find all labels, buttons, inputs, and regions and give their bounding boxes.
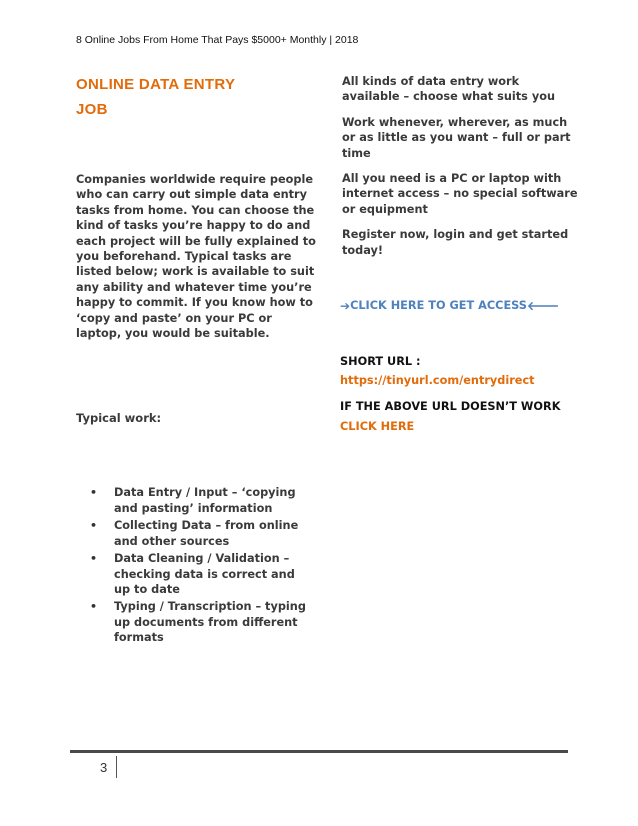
benefit-item: Work whenever, wherever, as much or as little as you want – full or part time: [342, 115, 571, 160]
task-text: Data Cleaning / Validation – checking data is correct and up to date: [114, 552, 295, 596]
task-text: Typing / Transcription – typing up documents from different formats: [114, 600, 306, 645]
bullet-icon: •: [90, 486, 98, 500]
benefit-item: All kinds of data entry work available – choose what suits you: [342, 75, 555, 104]
page-number: 3: [100, 760, 108, 775]
bullet-icon: •: [90, 600, 98, 614]
heading-line-1: ONLINE DATA ENTRY: [76, 76, 236, 93]
short-url-link[interactable]: https://tinyurl.com/entrydirect: [340, 374, 535, 388]
get-access-link[interactable]: [340, 298, 580, 313]
bullet-icon: •: [90, 552, 98, 566]
page-number-separator: [116, 756, 117, 778]
benefit-item: All you need is a PC or laptop with internet access – no special software or equipment: [342, 172, 578, 216]
benefit-item: Register now, login and get started today!: [342, 228, 569, 257]
bullet-icon: •: [90, 519, 98, 533]
intro-paragraph: Companies worldwide require people who can carry out simple data entry tasks from home. You can choose the kind of tasks you’re happy to do and each project will be fully explained to you beforehand. Typical tasks are listed below; work is available to suit any ability and whatever time you’re happy to commit. If you know how to ‘copy and paste’ on your PC or laptop, you would be suitable.: [76, 173, 316, 341]
get-access-label: CLICK HERE TO GET ACCESS: [350, 299, 527, 313]
footer-divider: [70, 750, 568, 753]
task-text: Collecting Data – from online and other sources: [114, 519, 299, 548]
arrow-right-icon: ➔: [340, 298, 351, 313]
fallback-text: IF THE ABOVE URL DOESN’T WORK: [340, 400, 561, 414]
typical-work-label: Typical work:: [76, 411, 162, 426]
task-text: Data Entry / Input – ‘copying and pasting’ information: [114, 486, 296, 515]
list-item: [76, 551, 314, 597]
fallback-notice: [340, 397, 580, 437]
list-item: [76, 518, 314, 549]
arrow-left-icon: 🡐: [526, 299, 560, 314]
click-here-link[interactable]: CLICK HERE: [340, 420, 415, 434]
short-url-label: SHORT URL :: [340, 355, 421, 369]
section-heading: [76, 72, 316, 122]
left-column: [76, 72, 316, 648]
page-header: 8 Online Jobs From Home That Pays $5000+ Monthly | 2018: [76, 34, 359, 46]
list-item: [76, 599, 314, 645]
task-list: [76, 485, 316, 645]
heading-line-2: JOB: [76, 101, 108, 118]
right-column: [340, 74, 580, 437]
list-item: [76, 485, 314, 516]
